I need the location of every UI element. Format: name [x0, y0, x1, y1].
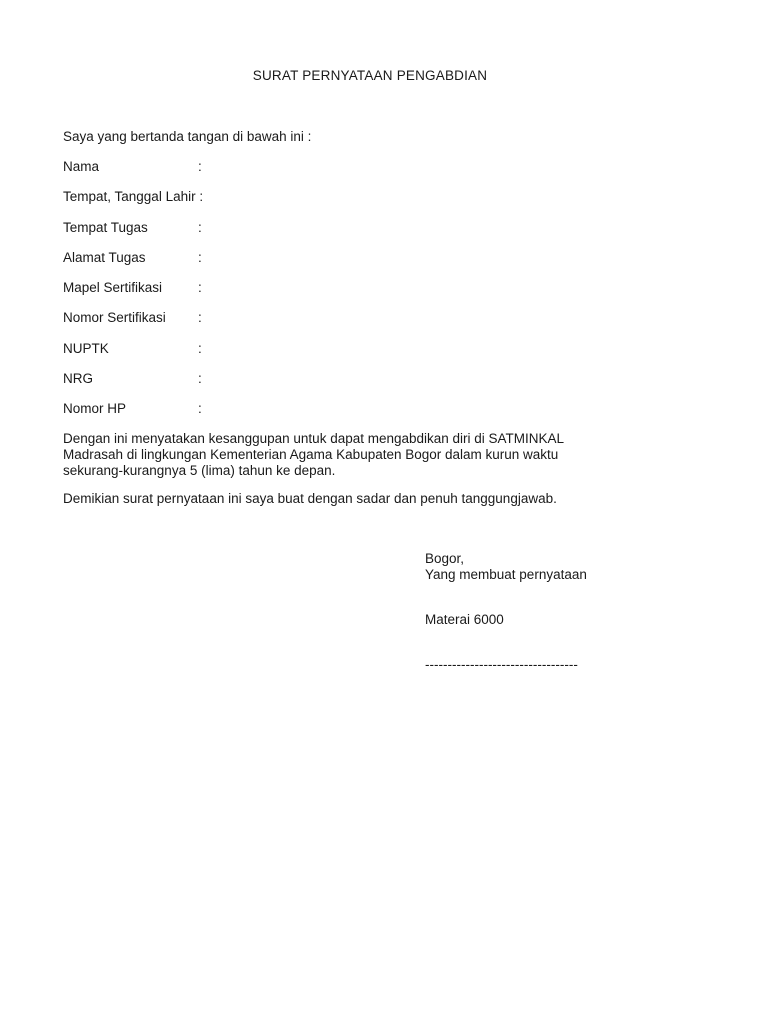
field-colon: : [198, 341, 202, 356]
field-row-nomor-hp [63, 401, 463, 419]
field-label: Alamat Tugas [63, 250, 146, 265]
field-row-nuptk [63, 341, 463, 359]
field-label: Nomor HP [63, 401, 127, 416]
intro-text: Saya yang bertanda tangan di bawah ini : [63, 129, 312, 144]
field-row-nama [63, 159, 463, 177]
field-row-nrg [63, 371, 463, 389]
field-row-mapel-sertifikasi [63, 280, 463, 298]
field-row-alamat-tugas [63, 250, 463, 268]
field-colon: : [198, 310, 202, 325]
signature-line: ---------------------------------- [425, 657, 578, 672]
statement-line: Dengan ini menyatakan kesanggupan untuk dapat mengabdikan diri di SATMINKAL [63, 431, 565, 446]
field-colon: : [198, 280, 202, 295]
document-title: SURAT PERNYATAAN PENGABDIAN [252, 68, 488, 83]
field-colon: : [198, 250, 202, 265]
field-label: Mapel Sertifikasi [63, 280, 163, 295]
field-colon: : [198, 401, 202, 416]
signature-place: Bogor, [425, 551, 465, 566]
statement-paragraph [63, 431, 663, 479]
field-label: Nomor Sertifikasi [63, 310, 166, 325]
field-label: Nama [63, 159, 100, 174]
field-label: NUPTK [63, 341, 109, 356]
statement-line: Madrasah di lingkungan Kementerian Agama Kabupaten Bogor dalam kurun waktu [63, 447, 559, 462]
field-row-nomor-sertifikasi [63, 310, 463, 328]
field-colon: : [198, 159, 202, 174]
field-row-tempat-tanggal-lahir [63, 189, 463, 207]
stamp-label: Materai 6000 [425, 612, 504, 627]
field-colon: : [198, 371, 202, 386]
field-colon: : [198, 220, 202, 235]
field-label: NRG [63, 371, 93, 386]
field-label: Tempat, Tanggal Lahir : [63, 189, 204, 204]
field-row-tempat-tugas [63, 220, 463, 238]
statement-line: sekurang-kurangnya 5 (lima) tahun ke depan. [63, 463, 336, 478]
closing-text: Demikian surat pernyataan ini saya buat dengan sadar dan penuh tanggungjawab. [63, 491, 557, 506]
field-label: Tempat Tugas [63, 220, 148, 235]
signature-maker: Yang membuat pernyataan [425, 567, 587, 582]
